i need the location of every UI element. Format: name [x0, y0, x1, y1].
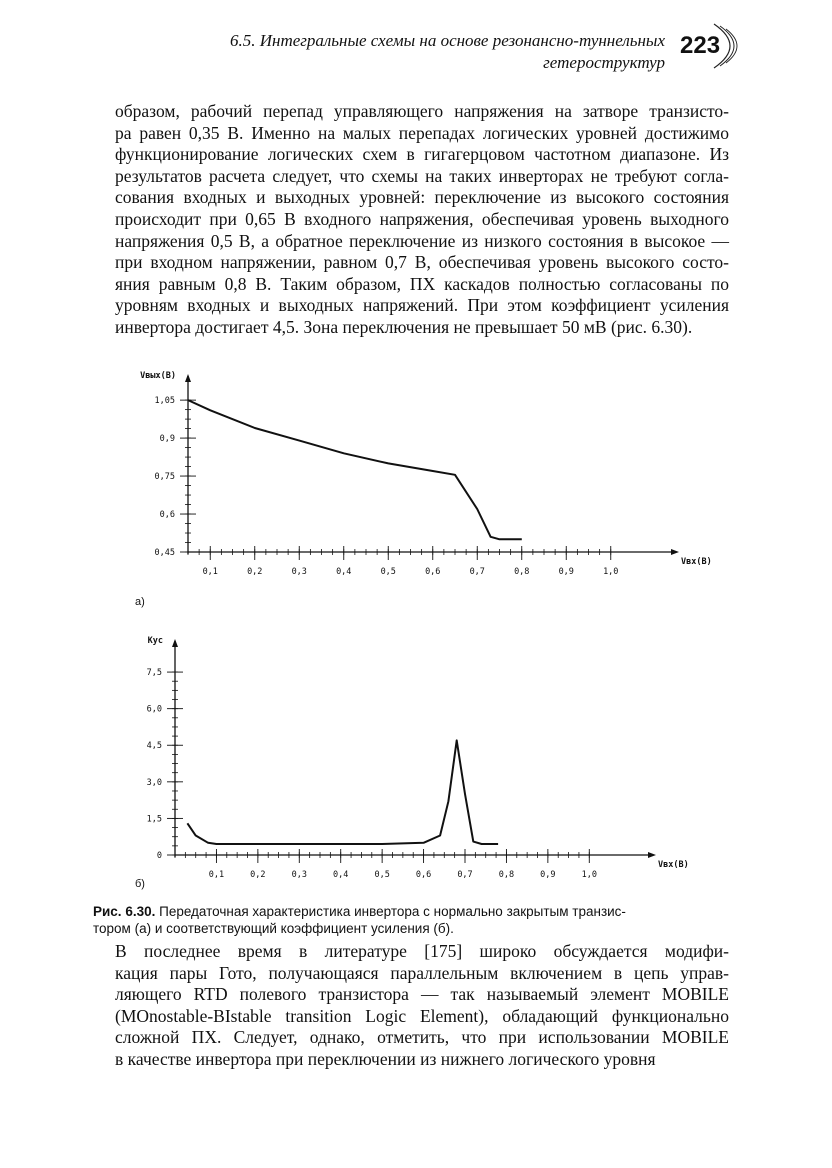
x-tick-label: 0,3 — [291, 870, 307, 880]
x-tick-label: 0,2 — [247, 567, 263, 577]
text-line: происходит при 0,65 В входного напряжения, обеспечивая уровень выходного — [115, 208, 729, 229]
x-tick-label: 1,0 — [581, 870, 597, 880]
section-title-line1: 6.5. Интегральные схемы на основе резонансно-туннельных — [229, 31, 665, 50]
x-tick-label: 1,0 — [603, 567, 619, 577]
x-tick-label: 0,6 — [415, 870, 432, 880]
text-line: яния равным 0,8 В. Таким образом, ПХ каскадов полностью согласованы по — [115, 273, 729, 294]
caption-line2: тором (а) и соответствующий коэффициент усиления (б). — [93, 921, 454, 936]
x-tick-label: 0,7 — [469, 567, 485, 577]
text-line: (MOnostable-BIstable transition Logic Element), обладающий функционально — [115, 1005, 729, 1026]
x-tick-label: 0,4 — [333, 870, 349, 880]
section-title-line2: гетероструктур — [543, 53, 665, 72]
y-tick-label: 0,6 — [159, 510, 175, 521]
y-tick-label: 0,9 — [159, 434, 175, 445]
y-tick-label: 6,0 — [146, 704, 162, 715]
y-axis-label: Vвых(В) — [140, 371, 176, 381]
text-line: ляющего RTD полевого транзистора — так называемый элемент MOBILE — [115, 984, 729, 1005]
x-tick-label: 0,9 — [540, 870, 556, 880]
figure-caption — [93, 903, 729, 937]
caption-text: Передаточная характеристика инвертора с нормально закрытым транзис- — [159, 904, 626, 919]
x-axis-label: Vвх(В) — [658, 860, 689, 870]
caption-number: Рис. 6.30. — [93, 904, 156, 919]
text-line: результатов расчета следует, что схемы на таких инверторах не требуют согла- — [115, 165, 729, 186]
x-tick-label: 0,6 — [425, 567, 441, 577]
y-tick-label: 0,75 — [154, 472, 175, 483]
series-line — [187, 740, 498, 844]
figure-b-label: б) — [135, 878, 145, 890]
y-axis-arrow-icon — [172, 639, 178, 647]
caption-line1 — [93, 903, 729, 920]
text-line: в качестве инвертора при переключении из нижнего логического уровня — [115, 1048, 656, 1069]
text-line: уровням входных и выходных напряжений. При этом коэффициент усиления — [115, 295, 729, 316]
text-line: сования входных и выходных уровней: переключение из высокого состояния — [115, 187, 729, 208]
x-tick-label: 0,5 — [374, 870, 390, 880]
x-tick-label: 0,8 — [498, 870, 515, 880]
text-line: образом, рабочий перепад управляющего напряжения на затворе транзисто- — [115, 101, 729, 121]
text-line: кация пары Гото, получающаяся параллельным включением в цепь управ- — [115, 962, 729, 983]
y-tick-label: 1,5 — [146, 814, 162, 825]
page-number: 223 — [680, 32, 721, 59]
text-line: инвертора достигает 4,5. Зона переключения не превышает 50 мВ (рис. 6.30). — [115, 316, 693, 337]
x-tick-label: 0,2 — [250, 870, 266, 880]
paragraph-2 — [93, 941, 729, 1071]
text-line: напряжения 0,5 В, а обратное переключение из низкого состояния в высокое — — [115, 230, 729, 251]
text-line: В последнее время в литературе [175] широко обсуждается модифи- — [115, 941, 729, 961]
y-tick-label: 4,5 — [146, 741, 162, 752]
text-line: функционирование логических схем в гигагерцовом частотном диапазоне. Из — [115, 144, 729, 165]
y-tick-label: 0,45 — [154, 548, 175, 558]
text-line: ра равен 0,35 В. Именно на малых перепадах логических уровней достижимо — [115, 122, 729, 143]
x-tick-label: 0,8 — [514, 567, 530, 577]
y-tick-label: 7,5 — [146, 668, 162, 679]
x-tick-label: 0,5 — [380, 567, 396, 577]
x-axis-arrow-icon — [648, 852, 656, 858]
x-axis-label: Vвх(В) — [681, 557, 712, 567]
x-tick-label: 0,4 — [336, 567, 352, 577]
x-tick-label: 0,1 — [202, 567, 218, 577]
y-tick-label: 3,0 — [146, 777, 162, 788]
text-line: сложной ПХ. Следует, однако, отметить, что при использовании MOBILE — [115, 1027, 729, 1048]
x-tick-label: 0,7 — [457, 870, 473, 880]
x-tick-label: 0,9 — [558, 567, 574, 577]
x-tick-label: 0,1 — [208, 870, 225, 880]
y-axis-label: Kус — [147, 636, 163, 646]
figure-a-label: а) — [135, 596, 145, 608]
y-tick-label: 1,05 — [154, 396, 175, 407]
x-tick-label: 0,3 — [291, 567, 307, 577]
y-tick-label: 0 — [156, 851, 162, 861]
text-line: при входном напряжении, равном 0,7 В, обеспечивая уровень высокого состо- — [115, 252, 729, 273]
